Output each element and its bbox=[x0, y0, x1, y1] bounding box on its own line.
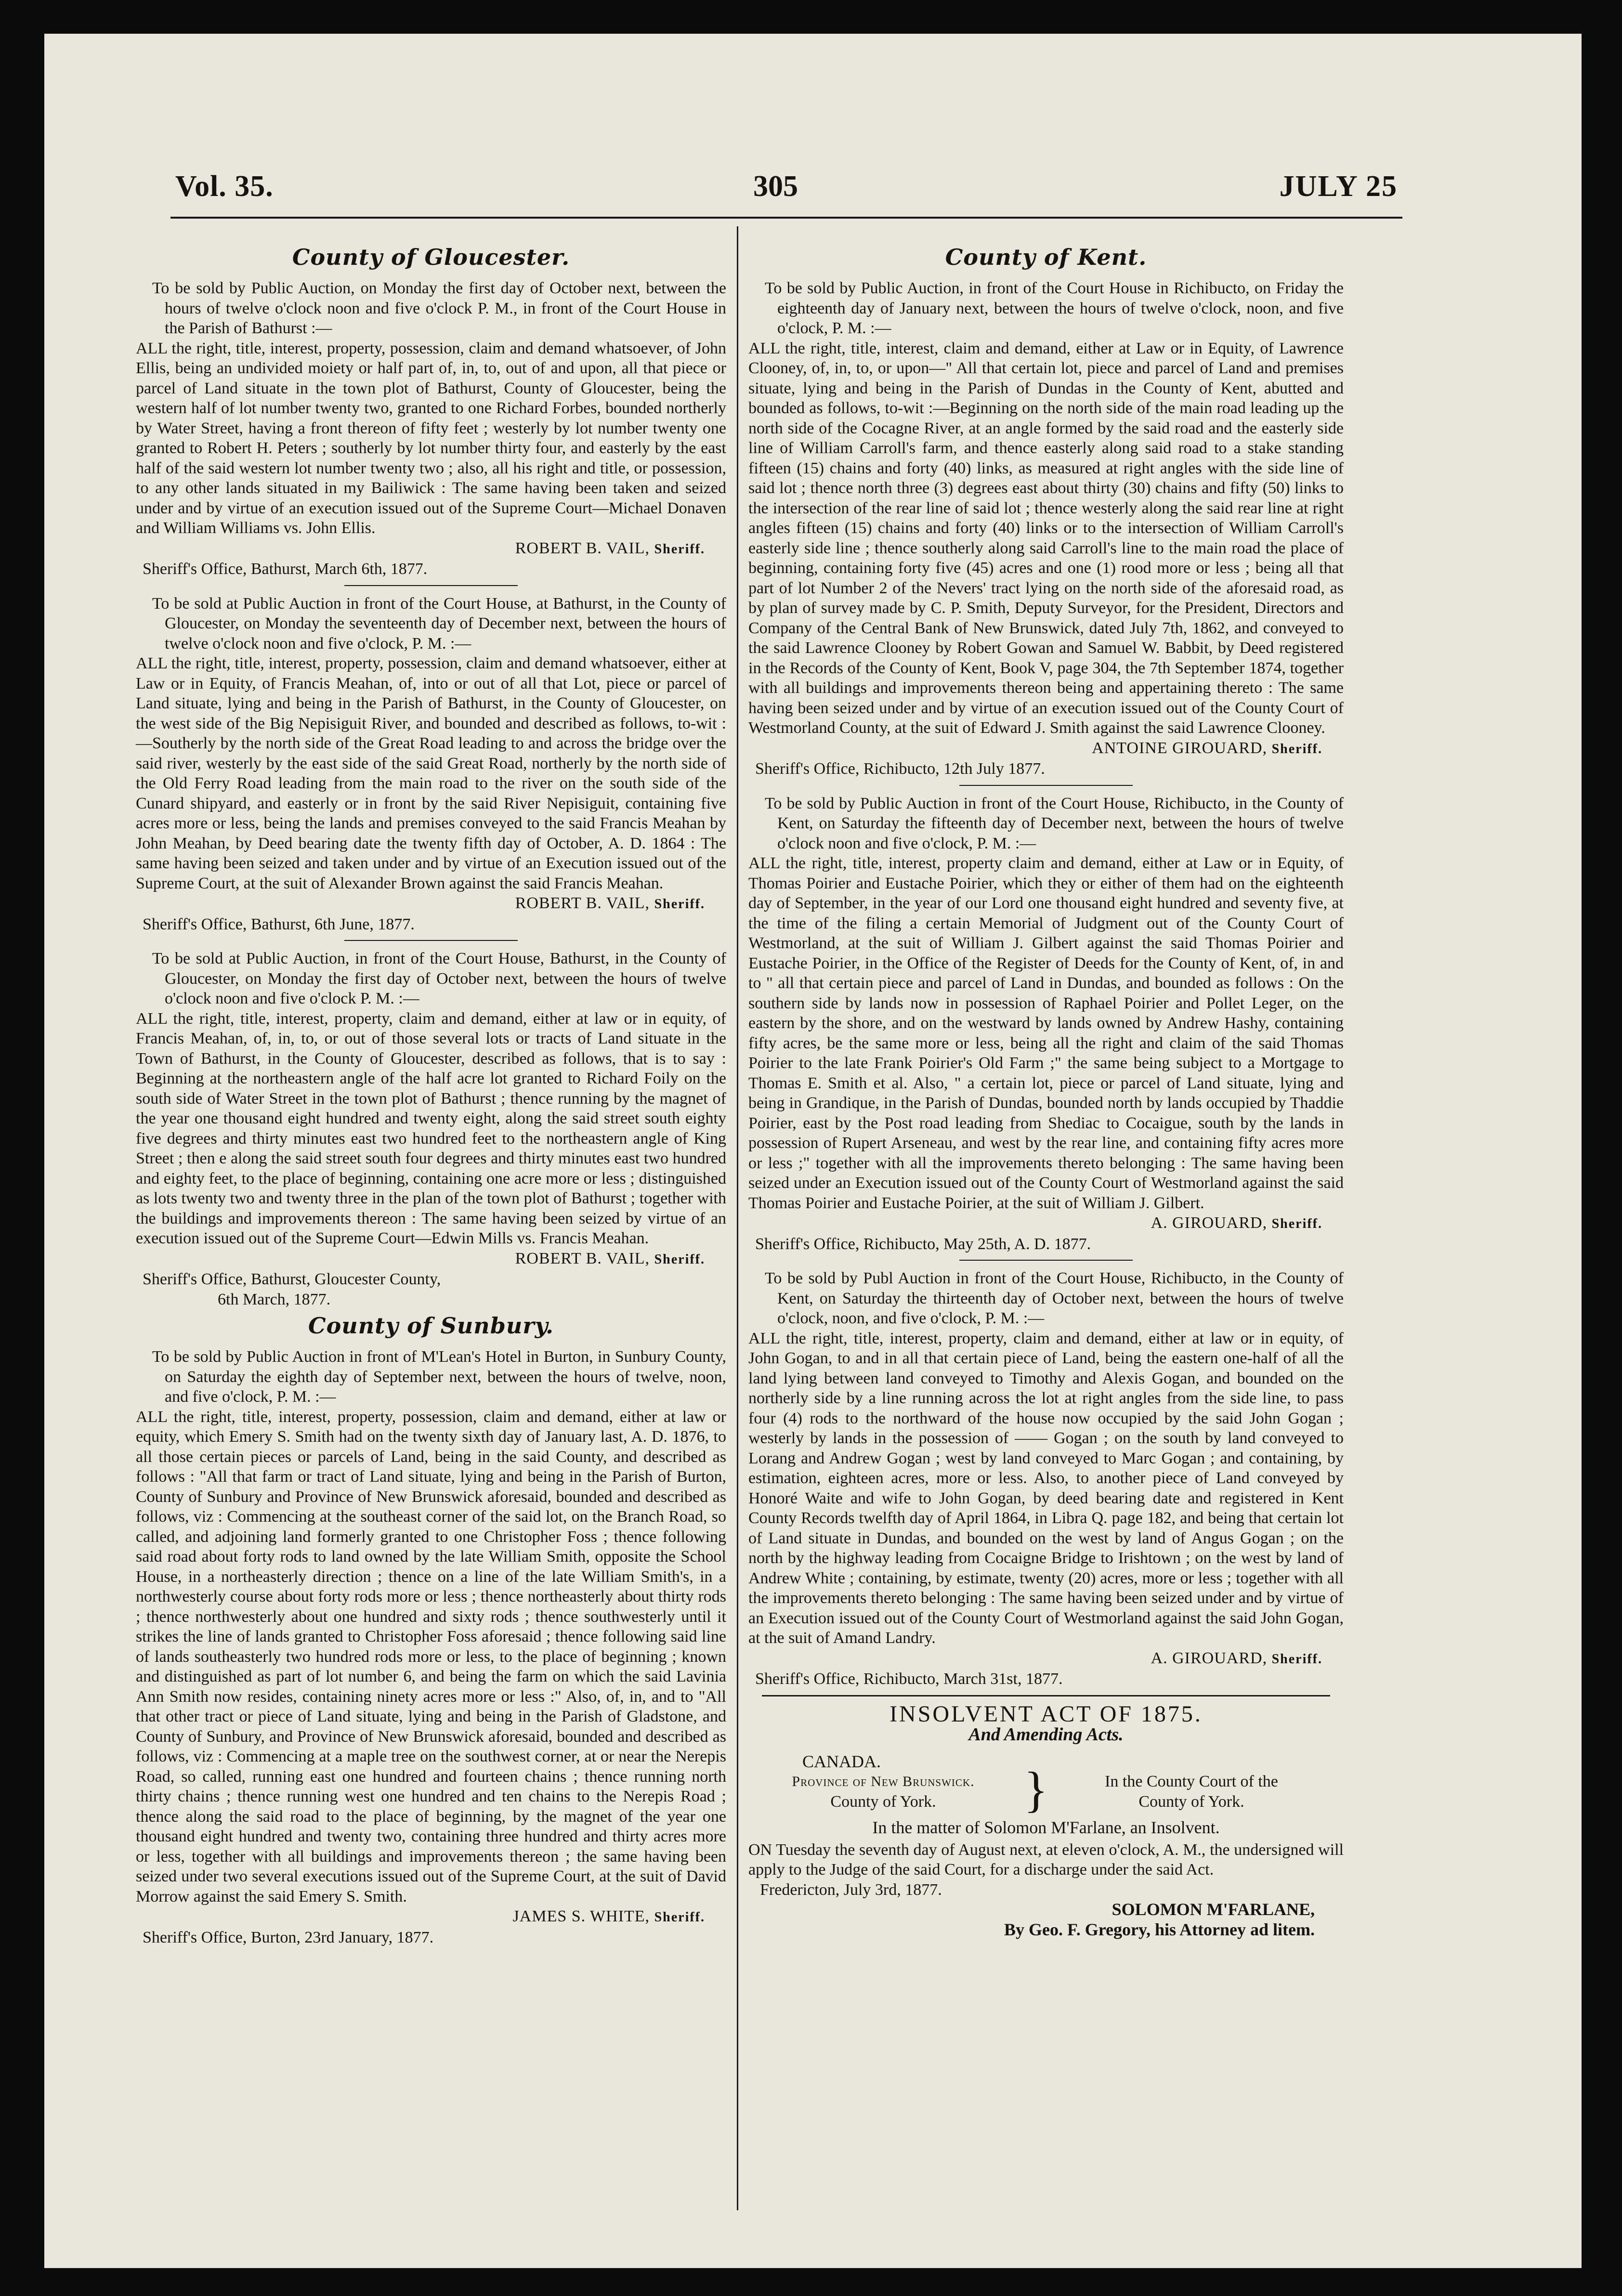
notice-gloucester-1 bbox=[136, 278, 726, 579]
sheriff-signature bbox=[748, 738, 1344, 759]
notice-lead: To be sold by Public Auction, on Monday the first day of October next, between the hours of twelve o'clock noon and five o'clock P. M., in front of the Court House in the Parish of Bathurst :— bbox=[152, 279, 726, 337]
sheriff-title: Sheriff. bbox=[1271, 741, 1322, 757]
notice-lead: To be sold by Public Auction in front of the Court House, Richibucto, in the County of Kent, on Saturday the fifteenth day of December next, between the hours of twelve o'clock noon and five o'clock, P. M. :— bbox=[765, 794, 1344, 852]
sheriff-office-date: Sheriff's Office, Burton, 23rd January, 1877. bbox=[143, 1928, 434, 1946]
notice-body: ALL the right, title, interest, property, possession, claim and demand, either at law or equity, which Emery S. Smith had on the twenty sixth day of January last, A. D. 1876, to all those certain pieces or parcels of Land, being in the said County, and described as follows : "All that farm or tract of Land situate, lying and being in the Parish of Burton, County of Sunbury and Province of New Brunswick aforesaid, bounded and described as follows, viz : Commencing at the southeast corner of the said lot, on the Branch Road, so called, and adjoining land formerly granted to one Christopher Foss ; thence following said road about forty rods to land owned by the late William Smith, opposite the School House, in a northeasterly direction ; thence on a line of the late William Smith's, in a northwesterly course about forty rods more or less ; thence northeasterly about thirty rods ; thence northwesterly about one hundred and sixty rods ; thence southwesterly until it strikes the line of lands granted to Christopher Foss aforesaid ; thence following said line of lands southeasterly two hundred rods more or less, to the place of beginning ; known and distinguished as part of lot number 6, and being the farm on which the said Lavinia Ann Smith now resides, containing ninety acres more or less :" Also, of, in, and to "All that other tract or piece of Land situate, lying and being in the Parish of Gladstone, and County of Sunbury, and Province of New Brunswick aforesaid, bounded and described as follows, viz : Commencing at a maple tree on the southwest corner, at or near the Nerepis Road, so called, running east one hundred and fourteen chains ; thence running north thirty chains ; thence running west one hundred and ten chains to the Nerepis Road ; thence along the said road to the place of beginning, by the magnet of the year one thousand eight hundred and twenty two, containing three hundred and thirty acres more or less, together with all buildings and improvements thereon ; the same having been seized under two several executions issued out of the Supreme Court, at the suit of David Morrow against the said Emery S. Smith. bbox=[136, 1408, 726, 1905]
jurisdiction-block bbox=[748, 1762, 1344, 1817]
notice-body: ALL the right, title, interest, property claim and demand, either at Law or in Equity, of Thomas Poirier and Eustache Poirier, which they or either of them had on the eighteenth day of September, in the year of our Lord one thousand eight hundred and seventy five, at the time of the filing a certain Memorial of Judgment out of the County Court of Westmorland, at the suit of William J. Gilbert against the said Thomas Poirier and Eustache Poirier, in the Office of the Register of Deeds for the County of Kent, of, in and to " all that certain piece and parcel of Land in Dundas, and bounded as follows : On the southern side by lands now in possession of Raphael Poirier and Pollet Leger, on the eastern by the shore, and on the westward by lands owned by Andrew Hashy, containing fifty acres, be the same more or less, being all the right and claim of the said Thomas Poirier to the late Frank Poirier's Old Farm ;" the same being subject to a Mortgage to Thomas E. Smith et al. Also, " a certain lot, piece or parcel of Land situate, lying and being in Grandique, in the Parish of Dundas, bounded north by lands occupied by Thaddie Poirier, east by the Post road leading from Shediac to Cocaigue, south by the lands in possession of Rupert Arseneau, and west by the rear line, and containing fifty acres more or less ;" together with all the improvements thereto belonging : The same having been seized under an Execution issued out of the County Court of Westmorland against the said Thomas Poirier and Eustache Poirier, at the suit of William J. Gilbert. bbox=[748, 854, 1344, 1212]
sheriff-title: Sheriff. bbox=[654, 1252, 705, 1267]
insolvency-body: ON Tuesday the seventh day of August next, at eleven o'clock, A. M., the undersigned will apply to the Judge of the said Court, for a discharge under the said Act. bbox=[748, 1840, 1344, 1879]
insolvent-act-title: INSOLVENT ACT OF 1875. bbox=[889, 1701, 1203, 1727]
sheriff-name: JAMES S. WHITE, bbox=[512, 1907, 650, 1925]
notice-kent-1 bbox=[748, 278, 1344, 779]
notice-gloucester-2 bbox=[136, 594, 726, 935]
column-divider bbox=[737, 226, 738, 2210]
page-header bbox=[175, 170, 1398, 216]
notice-lead: To be sold by Public Auction in front of M'Lean's Hotel in Burton, in Sunbury County, on Saturday the eighth day of September next, between the hours of twelve, noon, and five o'clock, P. M. :— bbox=[152, 1348, 726, 1406]
sheriff-name: ANTOINE GIROUARD, bbox=[1092, 739, 1268, 757]
sheriff-title: Sheriff. bbox=[654, 897, 705, 912]
sheriff-office-place: Sheriff's Office, Bathurst, Gloucester County, bbox=[143, 1270, 441, 1288]
country-label: CANADA. bbox=[802, 1751, 881, 1771]
sheriff-signature bbox=[136, 538, 726, 560]
header-rule bbox=[170, 217, 1402, 219]
sheriff-name: ROBERT B. VAIL, bbox=[515, 1249, 650, 1267]
notice-lead: To be sold by Public Auction, in front of the Court House in Richibucto, on Friday the eighteenth day of January next, between the hours of twelve o'clock, noon, and five o'clock, P. M. :— bbox=[765, 279, 1344, 337]
notice-separator bbox=[344, 585, 518, 586]
sheriff-office-date: Sheriff's Office, Richibucto, 12th July 1877. bbox=[755, 760, 1045, 778]
issue-date: JULY 25 bbox=[1279, 170, 1398, 203]
brace-glyph: } bbox=[1024, 1762, 1048, 1817]
insolvency-matter: In the matter of Solomon M'Farlane, an Insolvent. bbox=[872, 1818, 1220, 1837]
notice-lead: To be sold at Public Auction, in front of the Court House, Bathurst, in the County of Gloucester, on Monday the first day of October next, between the hours of twelve o'clock noon and five o'clock P. M. :— bbox=[152, 950, 726, 1007]
section-rule bbox=[762, 1695, 1330, 1696]
notice-separator bbox=[959, 785, 1133, 786]
insolvent-act-subtitle: And Amending Acts. bbox=[968, 1724, 1124, 1745]
sheriff-signature bbox=[136, 1906, 726, 1928]
sheriff-signature bbox=[748, 1648, 1344, 1670]
notice-lead: To be sold by Publ Auction in front of the Court House, Richibucto, in the County of Kent, on Saturday the thirteenth day of October next, between the hours of twelve o'clock, noon, and five o'clock, P. M. :— bbox=[765, 1269, 1344, 1327]
page-number: 305 bbox=[753, 170, 798, 203]
notice-sunbury-1 bbox=[136, 1347, 726, 1947]
province-name: Province of New Brunswick. bbox=[792, 1774, 975, 1789]
insolvency-place-date: Fredericton, July 3rd, 1877. bbox=[760, 1880, 942, 1899]
sheriff-title: Sheriff. bbox=[1271, 1651, 1322, 1667]
sheriff-signature bbox=[748, 1213, 1344, 1234]
sheriff-office-date: Sheriff's Office, Richibucto, March 31st, 1877. bbox=[755, 1670, 1063, 1688]
left-column bbox=[136, 241, 726, 1949]
province-label bbox=[748, 1772, 1018, 1812]
sheriff-name: A. GIROUARD, bbox=[1151, 1649, 1268, 1667]
notice-kent-3 bbox=[748, 1268, 1344, 1689]
attorney-line: By Geo. F. Gregory, his Attorney ad litem. bbox=[1004, 1919, 1315, 1939]
county-name: County of York. bbox=[830, 1792, 936, 1811]
sheriff-office-date: Sheriff's Office, Bathurst, 6th June, 1877. bbox=[143, 915, 415, 933]
sheriff-office-date: 6th March, 1877. bbox=[218, 1290, 331, 1308]
insolvent-act-notice bbox=[748, 1701, 1344, 1940]
sheriff-name: A. GIROUARD, bbox=[1151, 1214, 1268, 1232]
sheriff-office-date: Sheriff's Office, Richibucto, May 25th, A. D. 1877. bbox=[755, 1235, 1091, 1253]
court-name: In the County Court of the bbox=[1105, 1773, 1278, 1790]
notice-gloucester-3 bbox=[136, 949, 726, 1309]
notice-kent-2 bbox=[748, 794, 1344, 1254]
insolvent-name: SOLOMON M'FARLANE, bbox=[1112, 1900, 1315, 1919]
court-label bbox=[1057, 1772, 1326, 1812]
notice-lead: To be sold at Public Auction in front of the Court House, at Bathurst, in the County of Gloucester, on Monday the seventeenth day of December next, between the hours of twelve o'clock noon and five o'clock, P. M. :— bbox=[152, 594, 726, 652]
notice-body: ALL the right, title, interest, property, claim and demand, either at law or in equity, of John Gogan, to and in all that certain piece of Land, being the eastern one-half of all the land lying between land conveyed to Timothy and Alexis Gogan, and bounded on the northerly side by a line running across the lot at right angles from the side line, to pass four (4) rods to the northward of the house now occupied by the said John Gogan ; westerly by lands in the possession of —— Gogan ; on the south by land conveyed to Lorang and Andrew Gogan ; west by land conveyed to Marc Gogan ; and containing, by estimation, eighteen acres, more or less. Also, to another piece of Land conveyed by Honoré Waite and wife to John Gogan, by deed bearing date and registered in Kent County Records twelfth day of April 1864, in Libra Q. page 182, and being that certain lot of Land situate in Dundas, and bounded on the west by land of Angus Gogan ; on the north by the highway leading from Cocaigne Bridge to Irishtown ; on the west by land of Andrew White ; containing, by estimate, twenty (20) acres, more or less ; together with all the improvements thereto belonging : The same having been seized under and by virtue of an Execution issued out of the County Court of Westmorland against the said John Gogan, at the suit of Amand Landry. bbox=[748, 1329, 1344, 1647]
notice-separator bbox=[959, 1260, 1133, 1261]
court-county: County of York. bbox=[1138, 1792, 1244, 1811]
notice-body: ALL the right, title, interest, property, possession, claim and demand whatsoever, either at Law or in Equity, of Francis Meahan, of, into or out of all that Lot, piece or parcel of Land situate, lying and being in the Parish of Bathurst, in the County of Gloucester, on the west side of the Big Nepisiguit River, and bounded and described as follows, to-wit :—Southerly by the north side of the Great Road leading to and across the bridge over the said river, westerly by the east side of the said Great Road, northerly by the north side of the Old Ferry Road leading from the main road to the river on the south side of the Cunard shipyard, and easterly or in front by the said River Nepisiguit, containing five acres more or less, being the lands and premises conveyed to the said Francis Meahan by John Meahan, by Deed bearing date the twenty fifth day of October, A. D. 1864 : The same having been seized and taken under and by virtue of an Execution issued out of the Supreme Court, at the suit of Alexander Brown against the said Francis Meahan. bbox=[136, 654, 726, 892]
county-heading-sunbury: County of Sunbury. bbox=[308, 1313, 554, 1339]
notice-body: ALL the right, title, interest, property, claim and demand, either at law or in equity, of Francis Meahan, of, in, to, or out of those several lots or tracts of Land situate in the Town of Bathurst, in the County of Gloucester, described as follows, that is to say : Beginning at the northeastern angle of the half acre lot granted to Richard Foily on the south side of Water Street in the town plot of Bathurst ; thence running by the magnet of the year one thousand eight hundred and twenty eight, along the said street south eighty five degrees and thirty minutes east two hundred feet to the northeastern angle of King Street ; then e along the said street south four degrees and thirty minutes east two hundred and eighty feet, to the place of beginning, containing one acre more or less ; distinguished as lots twenty two and twenty three in the plan of the town plot of Bathurst ; together with the buildings and improvements thereon : The same having been seized by virtue of an execution issued out of the Supreme Court—Edwin Mills vs. Francis Meahan. bbox=[136, 1009, 726, 1247]
notice-separator bbox=[344, 940, 518, 941]
notice-body: ALL the right, title, interest, claim and demand, either at Law or in Equity, of Lawrence Clooney, of, in, to, or upon—" All that certain lot, piece and parcel of Land and premises situate, lying and being in the Parish of Dundas in the County of Kent, abutted and bounded as follows, to-wit :—Beginning on the north side of the main road leading up the north side of the Cocagne River, at an angle formed by the said road and the easterly side line of William Carroll's farm, and thence easterly along said road to a stake standing fifteen (15) chains and forty (40) links, as measured at right angles with the side line of said lot ; thence north three (3) degrees east about thirty (30) chains and fifty (50) links to the intersection of the rear line of said lot ; thence westerly along the said rear line at right angles fifteen (15) chains and forty (40) links or to the intersection of William Carroll's easterly side line ; thence southerly along said Carroll's line to the main road the place of beginning, containing forty five (45) acres and one (1) rood more or less ; being all that part of lot Number 2 of the Nevers' tract lying on the north side of the aforesaid road, as by plan of survey made by C. P. Smith, Deputy Surveyor, for the President, Directors and Company of the Central Bank of New Brunswick, dated July 7th, 1862, and conveyed to the said Lawrence Clooney by Robert Gowan and Samuel W. Babbit, by Deed registered in the Records of the County of Kent, Book V, page 304, the 7th September 1874, together with all buildings and improvements thereon being and appertaining thereto : The same having been seized under and by virtue of an execution issued out of the County Court of Westmorland County, at the suit of Edward J. Smith against the said Lawrence Clooney. bbox=[748, 339, 1344, 737]
sheriff-signature bbox=[136, 1249, 726, 1270]
sheriff-office-date: Sheriff's Office, Bathurst, March 6th, 1877. bbox=[143, 560, 428, 578]
sheriff-title: Sheriff. bbox=[654, 1910, 705, 1925]
sheriff-title: Sheriff. bbox=[1271, 1216, 1322, 1231]
right-column bbox=[748, 241, 1344, 1942]
county-heading-gloucester: County of Gloucester. bbox=[292, 244, 570, 270]
sheriff-name: ROBERT B. VAIL, bbox=[515, 539, 650, 557]
sheriff-name: ROBERT B. VAIL, bbox=[515, 894, 650, 912]
volume-number: Vol. 35. bbox=[175, 170, 274, 203]
sheriff-title: Sheriff. bbox=[654, 541, 705, 557]
county-heading-kent: County of Kent. bbox=[945, 244, 1147, 270]
sheriff-signature bbox=[136, 893, 726, 914]
newspaper-page bbox=[44, 34, 1582, 2268]
notice-body: ALL the right, title, interest, property, possession, claim and demand whatsoever, of John Ellis, being an undivided moiety or half part of, in, to, out of and upon, all that piece or parcel of Land situate in the town plot of Bathurst, County of Gloucester, being the western half of lot number twenty two, granted to one Richard Forbes, bounded northerly by Water Street, having a front thereon of fifty feet ; westerly by lot number twenty one granted to Robert H. Peters ; southerly by lot number thirty four, and easterly by the east half of the said western lot number twenty two ; also, all his right and title, or possession, to any other lands situated in my Bailiwick : The same having been taken and seized under and by virtue of an execution issued out of the Supreme Court—Michael Donaven and William Williams vs. John Ellis. bbox=[136, 339, 726, 537]
